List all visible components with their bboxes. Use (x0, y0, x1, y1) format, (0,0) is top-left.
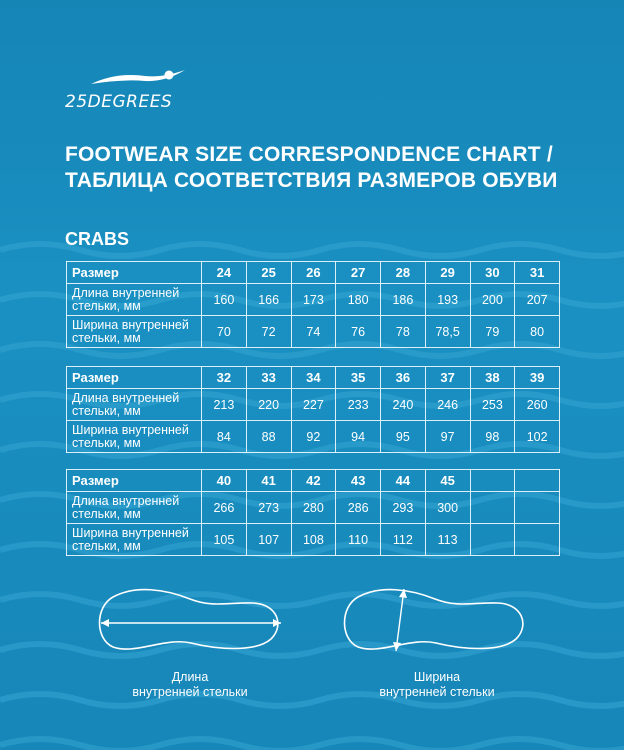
size-cell: 44 (381, 470, 426, 492)
table-row (67, 389, 560, 421)
width-arrow (396, 589, 404, 651)
length-cell: 286 (336, 492, 381, 524)
width-cell (470, 524, 515, 556)
width-cell: 79 (470, 316, 515, 348)
length-cell: 160 (202, 284, 247, 316)
length-cell: 280 (291, 492, 336, 524)
length-cell (515, 492, 560, 524)
size-cell: 33 (246, 367, 291, 389)
size-cell: 38 (470, 367, 515, 389)
width-cell: 102 (515, 421, 560, 453)
row-label-width: Ширина внутренней стельки, мм (67, 524, 202, 556)
width-cell: 105 (202, 524, 247, 556)
size-cell: 25 (246, 262, 291, 284)
length-cell: 213 (202, 389, 247, 421)
width-caption: Ширина внутренней стельки (379, 670, 495, 699)
length-cell: 207 (515, 284, 560, 316)
length-cell (470, 492, 515, 524)
size-table-2 (66, 366, 560, 453)
section-title: CRABS (65, 229, 130, 249)
width-cell: 95 (381, 421, 426, 453)
table-row (67, 492, 560, 524)
size-cell: 40 (202, 470, 247, 492)
swimmer-icon (87, 66, 187, 90)
title-russian: ТАБЛИЦА СООТВЕТСТВИЯ РАЗМЕРОВ ОБУВИ (65, 169, 558, 192)
row-label-size: Размер (67, 262, 202, 284)
size-cell (515, 470, 560, 492)
length-cell: 273 (246, 492, 291, 524)
size-cell (470, 470, 515, 492)
size-cell: 27 (336, 262, 381, 284)
size-table-1 (66, 261, 560, 348)
length-cell: 233 (336, 389, 381, 421)
width-cell: 70 (202, 316, 247, 348)
size-cell: 32 (202, 367, 247, 389)
width-cell: 113 (425, 524, 470, 556)
table-row (67, 284, 560, 316)
row-label-size: Размер (67, 470, 202, 492)
width-cell: 108 (291, 524, 336, 556)
width-cell: 78,5 (425, 316, 470, 348)
length-cell: 246 (425, 389, 470, 421)
length-cell: 300 (425, 492, 470, 524)
length-cell: 166 (246, 284, 291, 316)
size-cell: 26 (291, 262, 336, 284)
row-label-width: Ширина внутренней стельки, мм (67, 316, 202, 348)
width-cell: 72 (246, 316, 291, 348)
width-cell: 112 (381, 524, 426, 556)
size-cell: 41 (246, 470, 291, 492)
length-cell: 186 (381, 284, 426, 316)
table-row (67, 421, 560, 453)
table-row (67, 316, 560, 348)
width-cell: 88 (246, 421, 291, 453)
row-label-width: Ширина внутренней стельки, мм (67, 421, 202, 453)
size-cell: 31 (515, 262, 560, 284)
size-cell: 39 (515, 367, 560, 389)
size-cell: 42 (291, 470, 336, 492)
row-label-size: Размер (67, 367, 202, 389)
length-caption: Длина внутренней стельки (132, 670, 248, 699)
size-cell: 37 (425, 367, 470, 389)
title-english: FOOTWEAR SIZE CORRESPONDENCE CHART / (65, 143, 553, 166)
table-row (67, 470, 560, 492)
length-cell: 193 (425, 284, 470, 316)
size-cell: 43 (336, 470, 381, 492)
length-cell: 253 (470, 389, 515, 421)
row-label-length: Длина внутренней стельки, мм (67, 389, 202, 421)
row-label-length: Длина внутренней стельки, мм (67, 492, 202, 524)
width-cell: 94 (336, 421, 381, 453)
width-cell: 76 (336, 316, 381, 348)
size-cell: 29 (425, 262, 470, 284)
length-cell: 200 (470, 284, 515, 316)
width-cell: 80 (515, 316, 560, 348)
table-row (67, 524, 560, 556)
size-cell: 35 (336, 367, 381, 389)
row-label-length: Длина внутренней стельки, мм (67, 284, 202, 316)
brand-name: 25DEGREES (65, 92, 173, 112)
width-cell: 92 (291, 421, 336, 453)
width-cell: 107 (246, 524, 291, 556)
length-cell: 260 (515, 389, 560, 421)
length-cell: 227 (291, 389, 336, 421)
length-cell: 293 (381, 492, 426, 524)
length-cell: 266 (202, 492, 247, 524)
width-cell: 110 (336, 524, 381, 556)
width-cell: 78 (381, 316, 426, 348)
brand-logo (65, 66, 195, 112)
width-cell: 98 (470, 421, 515, 453)
page-title (65, 142, 605, 194)
size-cell: 34 (291, 367, 336, 389)
size-table-3 (66, 469, 560, 556)
insole-width-diagram (340, 585, 532, 657)
insole-length-diagram (95, 585, 287, 657)
width-cell: 74 (291, 316, 336, 348)
length-cell: 240 (381, 389, 426, 421)
table-row (67, 262, 560, 284)
size-cell: 45 (425, 470, 470, 492)
length-cell: 180 (336, 284, 381, 316)
size-cell: 28 (381, 262, 426, 284)
size-cell: 30 (470, 262, 515, 284)
length-cell: 220 (246, 389, 291, 421)
insole-outline (100, 590, 278, 649)
insole-outline (345, 590, 523, 649)
table-row (67, 367, 560, 389)
size-cell: 36 (381, 367, 426, 389)
width-cell (515, 524, 560, 556)
width-cell: 84 (202, 421, 247, 453)
width-cell: 97 (425, 421, 470, 453)
length-cell: 173 (291, 284, 336, 316)
size-cell: 24 (202, 262, 247, 284)
